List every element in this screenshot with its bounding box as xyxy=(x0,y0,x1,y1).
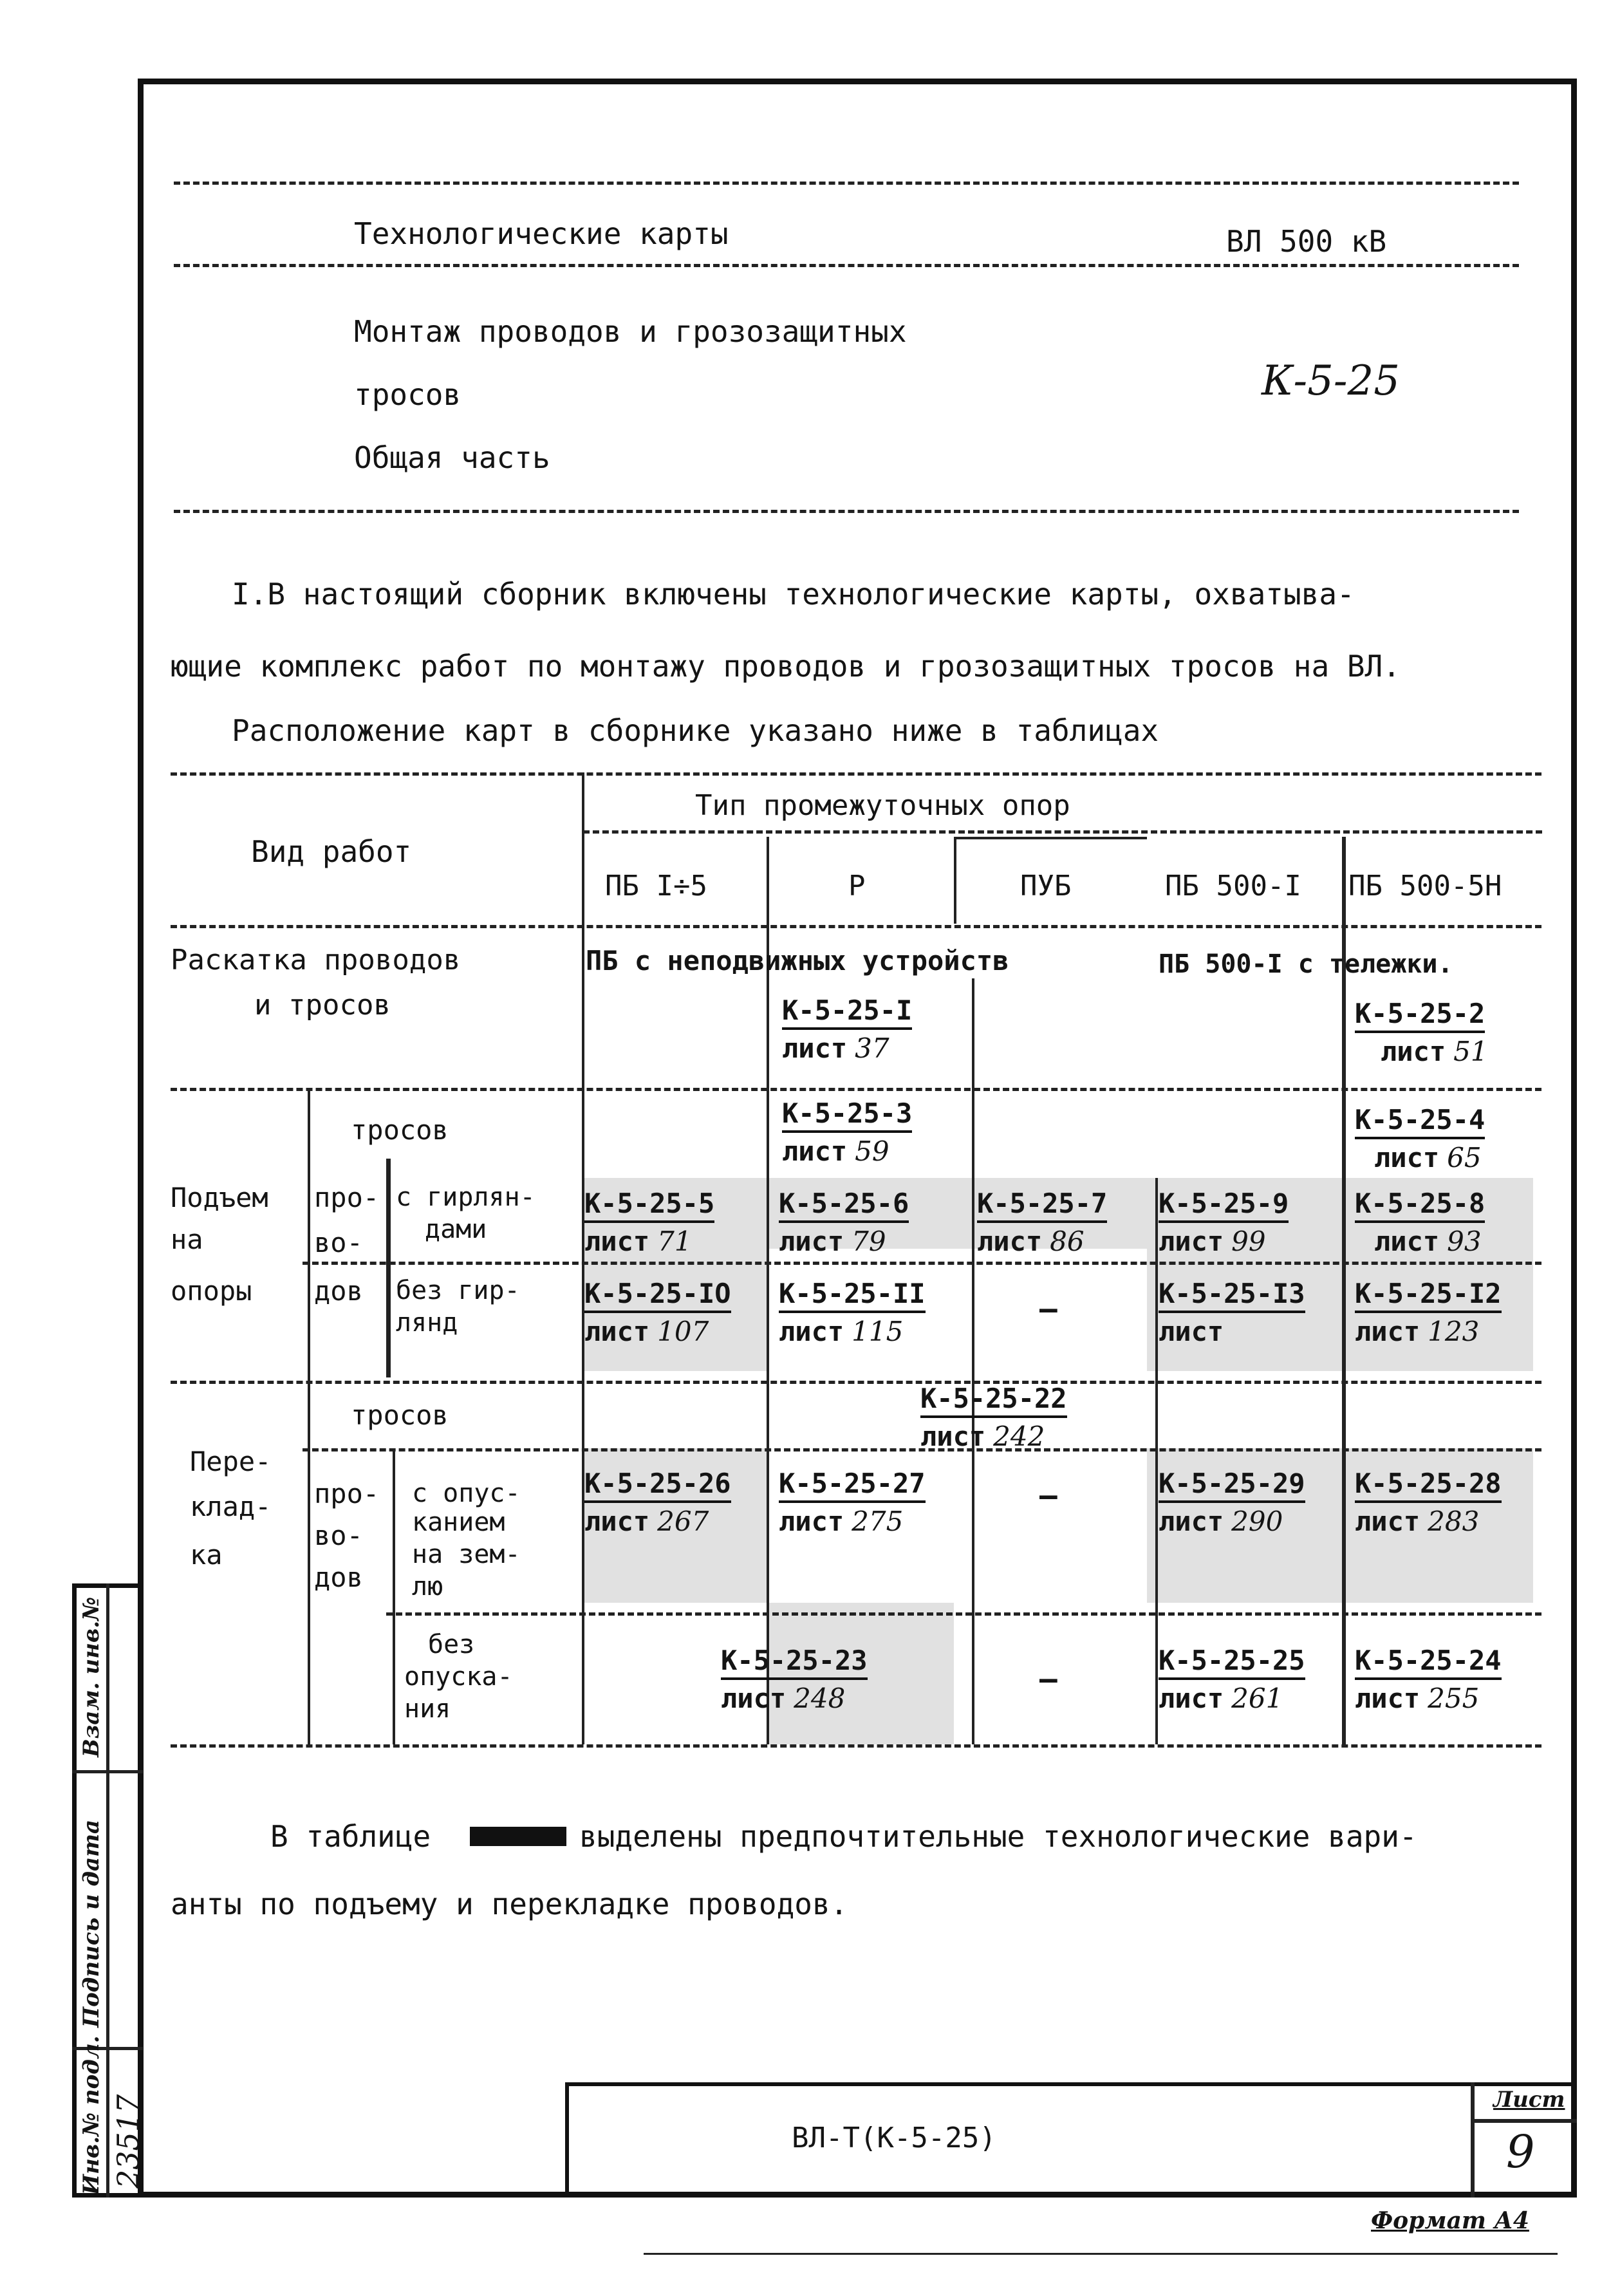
table-vline xyxy=(582,772,584,1744)
divider xyxy=(174,182,1519,185)
table-rule xyxy=(583,830,1542,834)
sheet-number: 123 xyxy=(1428,1316,1480,1347)
sheet-label: лист xyxy=(1374,1142,1440,1173)
card-cell xyxy=(1355,1468,1502,1537)
card-code: К-5-25-II xyxy=(779,1278,926,1313)
sheet-number: 283 xyxy=(1428,1506,1480,1537)
sheet-label: лист xyxy=(1159,1316,1224,1347)
without-strings-label: лянд xyxy=(396,1308,458,1338)
table-rule xyxy=(171,925,1541,928)
sheet-label: лист xyxy=(1159,1683,1224,1714)
section-title: Технологические карты xyxy=(354,216,729,251)
col-header-3: ПУБ xyxy=(1020,870,1072,902)
card-code: К-5-25-25 xyxy=(1159,1645,1305,1680)
card-cell xyxy=(1159,1468,1305,1537)
sheet-label: лист xyxy=(584,1316,650,1347)
card-code: К-5-25-22 xyxy=(920,1383,1067,1418)
card-code: К-5-25-I xyxy=(782,994,912,1030)
with-strings-label: с гирлян- xyxy=(396,1182,535,1212)
card-code: К-5-25-28 xyxy=(1355,1468,1502,1503)
format-label: Формат А4 xyxy=(1371,2207,1529,2234)
card-cell xyxy=(584,1278,731,1347)
side-stamp-divider xyxy=(106,1583,109,2198)
card-cell xyxy=(584,1468,731,1537)
intro-line3: Расположение карт в сборнике указано ниже в таблицах xyxy=(232,713,1159,748)
doc-title-line2: тросов xyxy=(354,377,461,412)
table-rule xyxy=(171,1381,1541,1384)
sheet-number: 255 xyxy=(1428,1683,1480,1714)
nolower-label: без xyxy=(428,1630,475,1659)
relay-group-label: клад- xyxy=(190,1491,272,1522)
title-block-divider xyxy=(1471,2119,1577,2123)
note-line2: анты по подъему и перекладке проводов. xyxy=(171,1887,848,1921)
table-vline xyxy=(954,837,956,924)
card-code: К-5-25-2 xyxy=(1355,998,1485,1033)
sheet-label: лист xyxy=(1355,1506,1420,1537)
relay-wires-label: дов xyxy=(314,1562,363,1593)
lift-group-label: опоры xyxy=(171,1275,252,1307)
sheet-number: 51 xyxy=(1453,1036,1488,1067)
divider xyxy=(174,264,1519,267)
side-stamp-divider xyxy=(72,1770,143,1773)
sheet-label: лист xyxy=(1381,1036,1446,1067)
sheet-number: 93 xyxy=(1447,1226,1482,1257)
sheet-label: лист xyxy=(584,1506,650,1537)
sheet-number: 65 xyxy=(1447,1142,1482,1173)
relay-group-label: ка xyxy=(190,1539,223,1571)
card-code: К-5-25-23 xyxy=(721,1645,868,1680)
stamp-sheet-number: 9 xyxy=(1506,2125,1535,2178)
side-inv-number: 23517 xyxy=(111,2094,145,2189)
sheet-number: 115 xyxy=(852,1316,904,1347)
lift-wires-label: во- xyxy=(314,1227,363,1258)
sheet-label: лист xyxy=(779,1506,844,1537)
side-inv-label: Инв.№ подл. xyxy=(79,2035,104,2195)
intro-line2: ющие комплекс работ по монтажу проводов и грозозащитных тросов на ВЛ. xyxy=(171,649,1401,684)
nolower-label: ния xyxy=(404,1694,451,1724)
card-cell xyxy=(1355,998,1488,1067)
relay-wires-label: про- xyxy=(314,1478,380,1509)
table-vline xyxy=(972,978,974,1744)
card-cell xyxy=(779,1468,926,1537)
sheet-label: лист xyxy=(1159,1506,1224,1537)
card-cell xyxy=(779,1278,926,1347)
table-hline xyxy=(954,837,1147,839)
table-vline xyxy=(1155,1178,1158,1744)
sheet-label: лист xyxy=(779,1226,844,1257)
sheet-label: лист xyxy=(920,1421,986,1452)
sheet-label: лист xyxy=(782,1135,848,1167)
lift-group-label: на xyxy=(171,1224,203,1255)
col-header-work: Вид работ xyxy=(251,834,412,869)
lift-group-label: Подъем xyxy=(171,1182,268,1213)
col-header-4: ПБ 500-I xyxy=(1165,870,1301,902)
sheet-number: 275 xyxy=(852,1506,904,1537)
doc-title-line1: Монтаж проводов и грозозащитных xyxy=(354,314,907,349)
card-code: К-5-25-27 xyxy=(779,1468,926,1503)
sheet-label: лист xyxy=(1355,1316,1420,1347)
card-cell xyxy=(1355,1104,1485,1173)
sheet-number: 71 xyxy=(657,1226,692,1257)
lower-label: канием xyxy=(412,1507,505,1537)
doc-code: К-5-25 xyxy=(1262,357,1400,405)
without-strings-label: без гир- xyxy=(396,1276,520,1305)
sheet-label: лист xyxy=(584,1226,650,1257)
note-line1-start: В таблице xyxy=(270,1819,431,1854)
side-sign-label: Подпись и дата xyxy=(79,1819,104,2028)
card-code: К-5-25-I2 xyxy=(1355,1278,1502,1313)
relay-wires-label: во- xyxy=(314,1520,363,1551)
empty-cell-dash: – xyxy=(1039,1661,1057,1696)
card-cell xyxy=(920,1383,1067,1452)
empty-cell-dash: – xyxy=(1039,1291,1057,1326)
card-cell xyxy=(782,994,912,1064)
stamp-sheet-label: Лист xyxy=(1493,2087,1565,2113)
card-cell xyxy=(1159,1645,1305,1714)
table-rule xyxy=(386,1612,1541,1616)
lower-label: на зем- xyxy=(412,1540,521,1569)
sheet-number: 37 xyxy=(855,1032,889,1064)
sheet-number: 290 xyxy=(1231,1506,1283,1537)
card-code: К-5-25-IO xyxy=(584,1278,731,1313)
card-cell xyxy=(977,1188,1107,1257)
lower-label: лю xyxy=(412,1572,443,1601)
card-code: К-5-25-3 xyxy=(782,1097,912,1133)
row-unroll-label: и тросов xyxy=(254,989,391,1022)
empty-cell-dash: – xyxy=(1039,1478,1057,1513)
table-rule xyxy=(303,1262,1541,1265)
col-header-5: ПБ 500-5Н xyxy=(1348,870,1502,902)
sheet-number: 248 xyxy=(794,1683,846,1714)
sheet-label: лист xyxy=(779,1316,844,1347)
title-block-divider xyxy=(1471,2082,1475,2198)
relay-cable-label: тросов xyxy=(351,1399,449,1431)
card-code: К-5-25-I3 xyxy=(1159,1278,1305,1313)
card-code: К-5-25-29 xyxy=(1159,1468,1305,1503)
table-vline xyxy=(386,1159,391,1377)
sheet-number: 99 xyxy=(1231,1226,1266,1257)
card-code: К-5-25-5 xyxy=(584,1188,714,1223)
row-unroll-label: Раскатка проводов xyxy=(171,944,461,976)
card-code: К-5-25-8 xyxy=(1355,1188,1485,1223)
sheet-number: 86 xyxy=(1050,1226,1085,1257)
sheet-label: лист xyxy=(1374,1226,1440,1257)
card-code: К-5-25-24 xyxy=(1355,1645,1502,1680)
divider xyxy=(174,510,1519,513)
with-strings-label: дами xyxy=(425,1215,487,1244)
table-rule xyxy=(171,1744,1541,1748)
line-voltage: ВЛ 500 кВ xyxy=(1226,224,1387,259)
bottom-rule xyxy=(644,2253,1558,2255)
sheet-number: 242 xyxy=(993,1421,1045,1452)
sheet-number: 79 xyxy=(852,1226,886,1257)
sheet-number: 261 xyxy=(1231,1683,1283,1714)
card-cell xyxy=(584,1188,714,1257)
sheet-label: лист xyxy=(782,1032,848,1064)
card-cell xyxy=(1355,1645,1502,1714)
col-header-2: Р xyxy=(848,870,866,902)
table-rule xyxy=(171,1088,1541,1091)
card-code: К-5-25-26 xyxy=(584,1468,731,1503)
title-block xyxy=(565,2082,1577,2198)
unroll-method-left: ПБ с неподвижных устройств xyxy=(586,945,1009,976)
card-cell xyxy=(721,1645,868,1714)
card-cell xyxy=(782,1097,912,1167)
relay-group-label: Пере- xyxy=(190,1446,272,1477)
lift-wires-label: дов xyxy=(314,1275,363,1307)
card-code: К-5-25-6 xyxy=(779,1188,909,1223)
note-line1-end: выделены предпочтительные технологические вари- xyxy=(579,1819,1417,1854)
highlight-swatch xyxy=(470,1827,566,1846)
unroll-method-right: ПБ 500-I с тележки. xyxy=(1159,949,1453,979)
lift-cable-label: тросов xyxy=(351,1114,449,1146)
intro-line1: I.В настоящий сборник включены технологические карты, охватыва- xyxy=(232,577,1355,611)
lift-wires-label: про- xyxy=(314,1182,380,1213)
sheet-label: лист xyxy=(977,1226,1043,1257)
doc-title-line3: Общая часть xyxy=(354,440,550,475)
col-header-1: ПБ I÷5 xyxy=(605,870,707,902)
lower-label: с опус- xyxy=(412,1479,521,1508)
card-cell xyxy=(779,1188,909,1257)
card-code: К-5-25-7 xyxy=(977,1188,1107,1223)
sheet-number: 267 xyxy=(657,1506,709,1537)
table-vline xyxy=(308,1088,310,1744)
card-code: К-5-25-9 xyxy=(1159,1188,1289,1223)
table-vline xyxy=(393,1451,395,1744)
card-cell xyxy=(1159,1188,1289,1257)
supports-header: Тип промежуточных опор xyxy=(695,789,1070,822)
stamp-doc-code: ВЛ-Т(К-5-25) xyxy=(792,2122,996,2154)
sheet-label: лист xyxy=(721,1683,787,1714)
card-code: К-5-25-4 xyxy=(1355,1104,1485,1139)
sheet-number: 107 xyxy=(657,1316,709,1347)
sheet-number: 59 xyxy=(855,1135,889,1167)
sheet-label: лист xyxy=(1355,1683,1420,1714)
table-rule xyxy=(171,772,1541,776)
sheet-label: лист xyxy=(1159,1226,1224,1257)
card-cell xyxy=(1159,1278,1305,1347)
card-cell xyxy=(1355,1188,1485,1257)
side-swap-label: Взам. инв.№ xyxy=(79,1596,104,1757)
card-cell xyxy=(1355,1278,1502,1347)
nolower-label: опуска- xyxy=(404,1662,513,1692)
